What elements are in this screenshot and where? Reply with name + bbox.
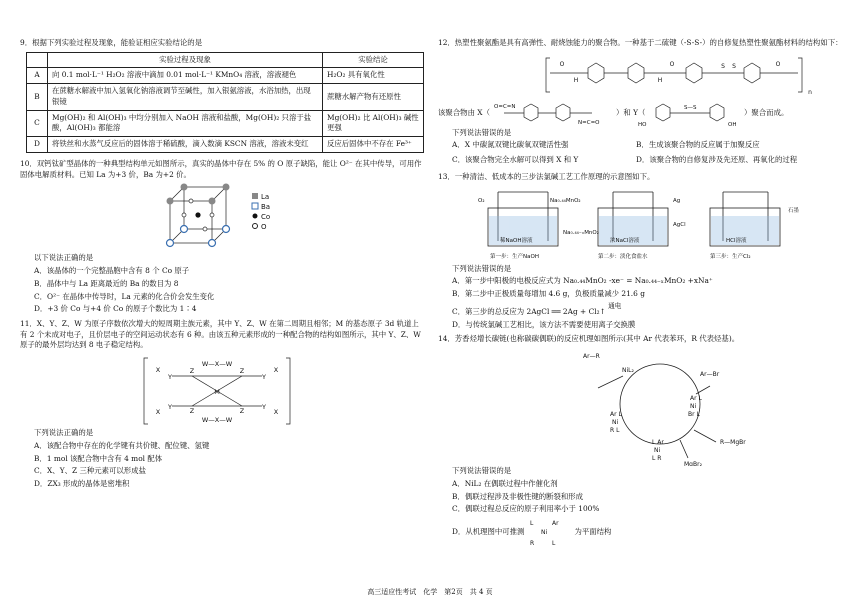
option-c: C．X、Y、Z 三种元素可以形成盐 [34,466,146,476]
question-14-stem: 14．芳香烃增长碳链(也称碳碳偶联)的反应机理如图所示(其中 Ar 代表苯环，R 代表烃基)。 [438,334,740,344]
svg-text:X: X [273,366,279,375]
question-12-prompt: 下列说法错误的是 [452,127,512,137]
svg-text:HO: HO [638,121,647,128]
question-12-stem: 12．热塑性聚氨酯是具有高弹性、耐烧蚀能力的聚合物。一种基于二硫键（-S-S-）的自修复热塑性聚氨酯材料的结构如下： [438,38,843,47]
question-11-stem: 11．X、Y、Z、W 为原子序数依次增大的短周期主族元素，其中 Y、Z、W 在第二周期且相邻；M 的基态原子 3d 轨道上有 2 个未成对电子，且价层电子的空间运动状态有 6 种。由该五种元素形成的一种配合物的结构如图所示，其中 Y、Z、W 原子的最外层均达到 8 电子稳定结构。 [20,319,421,350]
option-d-text: D．从机理图中可推测 [452,526,525,536]
question-10 [20,159,425,315]
complex-figure [20,354,425,428]
question-11-prompt: 下列说法正确的是 [34,428,94,438]
svg-text:Ar: Ar [552,520,560,528]
row-option: B [27,84,48,110]
row-process: 向 0.1 mol·L⁻¹ H₂O₂ 溶液中滴加 0.01 mol·L⁻¹ KMnO₄ 溶液，溶液褪色 [48,68,323,84]
question-13 [438,172,843,330]
option-c: C．该聚合物完全水解可以得到 X 和 Y [452,155,579,165]
table-header-row [27,52,424,68]
question-9-stem: 9．根据下列实验过程及现象，能验证相应实验结论的是 [20,38,203,47]
monomer-x [494,98,614,128]
right-column [438,38,843,551]
option-d: D．+3 价 Co 与+4 价 Co 的原子个数比为 1∶4 [34,304,197,314]
svg-text:L: L [552,540,556,548]
question-10-stem: 10．双钙钛矿型晶体的一种典型结构单元如图所示，真实的晶体中存在 5% 的 O 原子缺陷，能让 O²⁻ 在其中传导，可用作固体电解质材料。已知 La 为+3 价，Ba 为+2 价。 [20,158,422,179]
option-a: A．第一步中阳极的电极反应式为 Na₀.₄₄MnO₂ -xe⁻ = Na₀.₄₄₋ₓMnO₂ +xNa⁺ [452,276,713,286]
label-mgbr2: MgBr₂ [684,461,702,467]
row-process: 将铁丝和水蒸气反应后的固体溶于稀硫酸，滴入数滴 KSCN 溶液，溶液未变红 [48,137,323,153]
svg-text:O: O [669,60,675,68]
option-d: D．与传统氯碱工艺相比，该方法不需要使用离子交换膜 [452,319,636,329]
table-row [27,68,424,84]
option-c: C．O²⁻ 在晶体中传导时，La 元素的化合价会发生变化 [34,291,215,301]
options-row-1 [438,138,843,153]
complex-structure-diagram [142,354,292,428]
label-ar-br: Ar—Br [700,371,720,379]
svg-text:OH: OH [728,121,737,128]
label-nil2: NiL₂ [622,367,634,375]
svg-text:M: M [214,388,220,397]
svg-text:Y: Y [262,373,266,382]
svg-text:W—X—W: W—X—W [201,416,233,425]
legend-co: Co [261,213,271,222]
option-c-condition: 通电 [608,301,622,310]
option-b: B．偶联过程涉及非极性键的断裂和形成 [452,491,584,501]
legend-la: La [261,193,270,202]
options-row-2 [438,153,843,168]
option-c [452,302,843,318]
svg-text:R: R [530,540,535,548]
label-na-mn: Na₀.₄₄₋ₓMnO₂ [563,229,599,236]
question-13-prompt: 下列说法错误的是 [452,263,512,273]
label-step3: 第三步：生产Cl₂ [710,253,751,260]
legend-o: O [261,223,267,232]
svg-text:O: O [775,60,781,68]
svg-text:L: L [530,520,534,528]
polymer-structure [438,52,838,98]
label-sol3: HCl溶液 [726,237,747,244]
label-r-mgbr: R—MgBr [720,439,746,447]
table-header-process: 实验过程及现象 [48,52,323,68]
svg-text:O: O [559,60,565,68]
crystal-cell-diagram [160,183,310,253]
svg-text:S: S [721,62,725,70]
question-9 [20,38,425,153]
ni-complex-structure [524,517,574,547]
option-d: D．ZX₃ 形成的晶体是密堆积 [34,479,130,489]
row-option: A [27,68,48,84]
svg-text:S: S [732,62,736,70]
svg-text:Ar L: Ar L [690,395,702,403]
svg-text:Z: Z [239,367,245,376]
label-graphite: 石墨 [788,207,800,214]
label-nao-mn: Na₀.₄₄MnO₂ [550,197,581,204]
option-a: A．X 中碳氮双键比碳氧双键活性强 [452,140,569,150]
question-14-prompt: 下列说法错误的是 [452,466,512,476]
question-11 [20,319,425,490]
label-step1: 第一步：生产NaOH [490,253,539,260]
option-a: A．该配合物中存在的化学键有共价键、配位键、氢键 [34,440,210,450]
svg-text:Y: Y [262,403,266,412]
question-12 [438,38,843,168]
experiment-table [26,52,424,153]
table-row [27,110,424,136]
table-row [27,137,424,153]
svg-text:Y: Y [168,373,172,382]
question-13-stem: 13．一种清洁、低成本的三步法氯碱工艺工作原理的示意图如下。 [438,171,655,181]
svg-text:Ni: Ni [654,447,661,455]
label-agcl: AgCl [673,221,686,228]
row-process: Mg(OH)₂ 和 Al(OH)₃ 中均分别加入 NaOH 溶液和盐酸，Mg(OH)₂ 只溶于盐酸，Al(OH)₃ 都能溶 [48,110,323,136]
table-header-conclusion: 实验结论 [323,52,424,68]
svg-text:Ar L: Ar L [610,411,622,419]
option-b: B．晶体中与 La 距离最近的 Ba 的数目为 8 [34,278,179,288]
svg-text:N=C=O: N=C=O [578,119,600,126]
legend-ba: Ba [261,203,271,212]
row-conclusion: H₂O₂ 具有氧化性 [323,68,424,84]
question-14 [438,334,843,547]
label-step2: 第二步：淡化食盐水 [598,253,648,260]
row-option: D [27,137,48,153]
row-option: C [27,110,48,136]
row-conclusion: 蔗糖水解产物有还原性 [323,84,424,110]
svg-text:L R: L R [652,455,662,463]
svg-text:X: X [155,366,161,375]
and-y-text: ）和 Y（ [616,107,646,117]
svg-text:L Ar: L Ar [652,439,664,447]
label-o2: O₂ [478,197,485,204]
label-ar-r: Ar—R [583,353,600,361]
option-c-text: C．第三步的总反应为 2AgCl ══ 2Ag + Cl₂↑ [452,306,606,316]
row-process: 在蔗糖水解液中加入氢氧化钠溶液调节至碱性，加入银氨溶液，水浴加热，出现银镜 [48,84,323,110]
option-c: C．偶联过程总反应的原子利用率小于 100% [452,504,600,514]
option-b: B．第二步中正极质量每增加 4.6 g，负极质量减少 21.6 g [452,289,645,299]
svg-text:Z: Z [189,407,195,416]
svg-text:S—S: S—S [684,104,697,111]
svg-text:Ni: Ni [541,529,548,537]
svg-text:W—X—W: W—X—W [201,360,233,369]
table-header-opt [27,52,48,68]
svg-text:X: X [273,408,279,417]
label-ag: Ag [673,197,681,204]
label-sol2: 浓NaCl溶液 [610,237,640,244]
page-footer: 高三适应性考试 化学 第2页 共 4 页 [367,588,493,596]
made-end-text: ）聚合而成。 [744,107,789,117]
row-conclusion: 反应后固体中不存在 Fe³⁺ [323,137,424,153]
svg-text:Y: Y [168,403,172,412]
svg-text:Z: Z [189,367,195,376]
label-sol1: 稀NaOH溶液 [500,237,533,244]
svg-text:R L: R L [610,427,620,435]
option-b: B．生成该聚合物的反应属于加聚反应 [636,140,760,150]
monomer-line [438,98,843,128]
svg-text:Z: Z [239,407,245,416]
option-a: A．NiL₂ 在偶联过程中作催化剂 [452,478,558,488]
option-d: D．该聚合物的自修复涉及先还原、再氧化的过程 [636,155,798,165]
question-10-prompt: 以下说法正确的是 [34,253,94,263]
svg-text:H: H [657,76,663,84]
option-a: A．该晶体的一个完整晶胞中含有 8 个 Co 原子 [34,266,190,276]
svg-text:O=C=N: O=C=N [494,103,516,110]
crystal-figure [20,183,425,253]
svg-text:Ni: Ni [612,419,619,427]
svg-text:n: n [808,88,812,96]
monomer-y [638,98,748,128]
option-d-end: 为平面结构 [574,526,612,536]
svg-text:Br L: Br L [688,411,700,419]
row-conclusion: Mg(OH)₂ 比 Al(OH)₃ 碱性更强 [323,110,424,136]
made-from-text: 该聚合物由 X（ [438,107,490,117]
left-column [20,38,425,494]
svg-text:X: X [155,408,161,417]
table-row [27,84,424,110]
coupling-mechanism-diagram [438,348,838,466]
option-d [452,517,843,547]
option-b: B．1 mol 该配合物中含有 4 mol 配体 [34,453,163,463]
svg-text:H: H [573,76,579,84]
electrolysis-diagram [438,186,838,264]
svg-text:Ni: Ni [690,403,697,411]
